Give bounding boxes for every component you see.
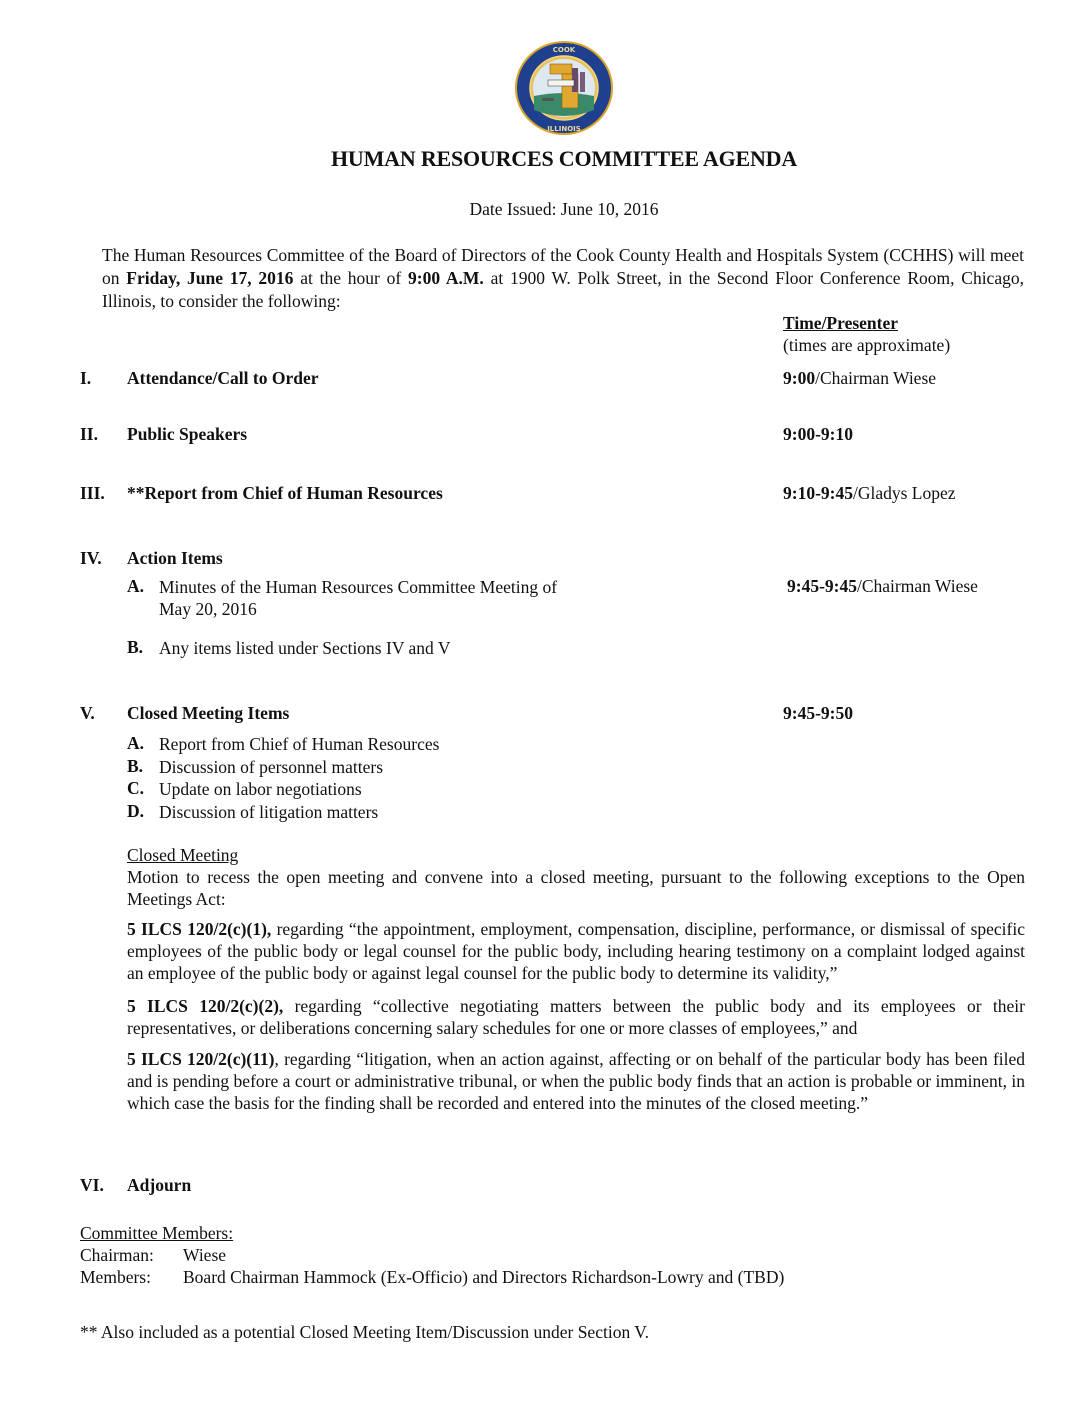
section-time [783, 483, 956, 504]
time-presenter-note: (times are approximate) [783, 335, 951, 355]
section-number: V. [80, 703, 95, 723]
document-title: HUMAN RESOURCES COMMITTEE AGENDA [330, 146, 798, 171]
intro-paragraph [102, 244, 1024, 313]
section-number: VI. [80, 1175, 104, 1195]
item-letter: B. [127, 756, 144, 776]
exception-text: , regarding “litigation, when an action against, affecting or on behalf of the particular body has been filed and is pending before a court or administrative tribunal, or when the public body finds that an action is probable or imminent, in which case the basis for the finding shall be recorded and entered into the minutes of the closed meeting.” [127, 1049, 1026, 1113]
intro-text: The Human Resources Committee of the Board of Directors of the Cook County Health and Hospitals System (CCHHS) will meet on [102, 245, 1024, 288]
date-issued: Date Issued: June 10, 2016 [469, 199, 659, 219]
members-names: Board Chairman Hammock (Ex-Officio) and Directors Richardson-Lowry and (TBD) [183, 1267, 785, 1287]
item-letter: A. [127, 733, 145, 753]
section-title: Action Items [127, 548, 223, 568]
section-number: II. [80, 424, 98, 444]
section-time [783, 703, 853, 724]
item-text: Update on labor negotiations [159, 779, 362, 799]
meeting-time: 9:00 A.M. [408, 268, 484, 288]
item-letter: C. [127, 778, 145, 798]
section-title: Public Speakers [127, 424, 248, 444]
section-title: Closed Meeting Items [127, 703, 290, 723]
section-time [783, 368, 936, 389]
item-text-line: May 20, 2016 [159, 599, 257, 619]
footnote: ** Also included as a potential Closed Meeting Item/Discussion under Section V. [80, 1322, 650, 1342]
item-time [787, 576, 978, 597]
section-number: IV. [80, 548, 102, 568]
item-text-line: Minutes of the Human Resources Committee Meeting of [159, 577, 558, 597]
closed-meeting-block [127, 844, 1025, 910]
svg-text:ILLINOIS: ILLINOIS [547, 125, 581, 133]
closed-meeting-heading: Closed Meeting [127, 845, 239, 865]
item-text: Discussion of litigation matters [159, 802, 379, 822]
item-text: Report from Chief of Human Resources [159, 734, 440, 754]
time: 9:45-9:50 [783, 703, 853, 723]
svg-text:COOK: COOK [552, 46, 576, 54]
item-text: Discussion of personnel matters [159, 757, 384, 777]
time: 9:45-9:45 [787, 576, 857, 596]
item-letter: B. [127, 637, 144, 657]
presenter: /Chairman Wiese [815, 368, 937, 388]
section-title: **Report from Chief of Human Resources [127, 483, 443, 503]
committee-members [80, 1222, 784, 1288]
item-letter: A. [127, 576, 145, 596]
cook-county-seal [514, 40, 614, 136]
time-presenter-header [783, 312, 950, 356]
item-letter: D. [127, 801, 145, 821]
time: 9:10-9:45 [783, 483, 853, 503]
exception-paragraph [127, 1048, 1025, 1114]
chairman-row [80, 1244, 784, 1266]
chairman-label: Chairman: [80, 1245, 154, 1265]
section-title: Attendance/Call to Order [127, 368, 319, 388]
closed-meeting-motion: Motion to recess the open meeting and convene into a closed meeting, pursuant to the following exceptions to the Open Meetings Act: [127, 867, 1025, 909]
statute-citation: 5 ILCS 120/2(c)(11) [127, 1049, 275, 1069]
section-number: III. [80, 483, 105, 503]
section-time [783, 424, 853, 445]
statute-citation: 5 ILCS 120/2(c)(2), [127, 996, 284, 1016]
time: 9:00 [783, 368, 816, 388]
exception-text: regarding “collective negotiating matters between the public body and its employees or their representatives, or deliberations concerning salary schedules for one or more classes of employees,” and [127, 996, 1025, 1038]
exception-paragraph [127, 918, 1025, 984]
presenter: /Gladys Lopez [852, 483, 956, 503]
item-text [159, 576, 557, 620]
time-presenter-heading: Time/Presenter [783, 313, 899, 333]
exception-paragraph [127, 995, 1025, 1039]
intro-text: at the hour of [293, 268, 408, 288]
exception-text: regarding “the appointment, employment, compensation, discipline, performance, or dismissal of specific employees of the public body or legal counsel for the public body, including hearing testimony on a complaint lodged against an employee of the public body or against legal counsel for the public body to determine its validity,” [127, 919, 1025, 983]
committee-heading: Committee Members: [80, 1223, 234, 1243]
section-number: I. [80, 368, 92, 388]
intro-text: at 1900 W. Polk Street, in the Second Floor Conference Room, Chicago, Illinois, to consider the following: [102, 268, 1024, 311]
members-row [80, 1266, 784, 1288]
seal-icon [514, 40, 614, 136]
presenter: /Chairman Wiese [856, 576, 978, 596]
chairman-name: Wiese [183, 1245, 227, 1265]
statute-citation: 5 ILCS 120/2(c)(1), [127, 919, 272, 939]
members-label: Members: [80, 1267, 151, 1287]
section-title: Adjourn [127, 1175, 192, 1195]
time: 9:00-9:10 [783, 424, 853, 444]
item-text: Any items listed under Sections IV and V [159, 638, 451, 658]
meeting-date: Friday, June 17, 2016 [126, 268, 294, 288]
